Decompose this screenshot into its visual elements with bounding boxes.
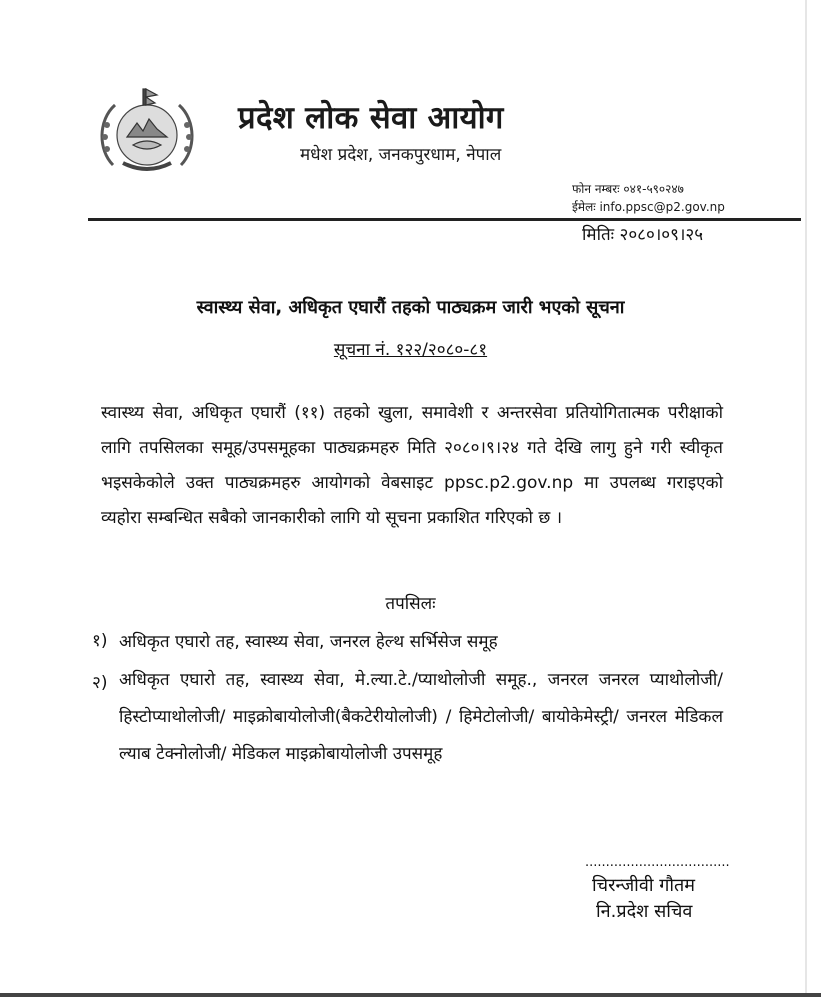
item-number: १) [92, 631, 108, 651]
list-item: अधिकृत एघारो तह, स्वास्थ्य सेवा, मे.ल्या.टे./प्याथोलोजी समूह., जनरल जनरल प्याथोलोजी/ हिस्टोप्याथोलोजी/ माइक्रोबायोलोजी(बैकटेरीयोलोजी) / हिमेटोलोजी/ बायोकेमेस्ट्री/ जनरल मेडिकल ल्याब टेक्नोलोजी/ मेडिकल माइक्रोबायोलोजी उपसमूह [119, 670, 723, 764]
signatory-name: चिरन्जीवी गौतम [592, 875, 696, 896]
page-bottom-border [0, 993, 821, 997]
item-number: २) [92, 673, 108, 693]
organization-name: प्रदेश लोक सेवा आयोग [238, 100, 504, 136]
list-item: अधिकृत एघारो तह, स्वास्थ्य सेवा, जनरल हेल्थ सर्भिसेज समूह [119, 632, 498, 652]
organization-location: मधेश प्रदेश, जनकपुरधाम, नेपाल [300, 145, 502, 165]
signature-line: ................................... [585, 855, 730, 870]
notice-reference [0, 337, 821, 360]
reference-number: सूचना नं. १२२/२०८०-८१ [333, 340, 488, 360]
notice-subject: स्वास्थ्य सेवा, अधिकृत एघारौं तहको पाठ्यक्रम जारी भएको सूचना [196, 297, 625, 318]
signatory-title: नि.प्रदेश सचिव [596, 901, 693, 922]
tapasil-heading: तपसिलः [385, 594, 436, 614]
phone-number: फोन नम्बरः ०४१-५९०२४७ [572, 182, 684, 196]
email-address: ईमेलः info.ppsc@p2.gov.np [572, 200, 725, 214]
page-edge [805, 0, 807, 997]
nepal-emblem-icon [93, 85, 201, 185]
notice-body: स्वास्थ्य सेवा, अधिकृत एघारौं (११) तहको खुला, समावेशी र अन्तरसेवा प्रतियोगितात्मक परीक्षाको लागि तपसिलका समूह/उपसमूहका पाठ्यक्रमहरु मिति २०८०।९।२४ गते देखि लागु हुने गरी स्वीकृत भइसकेकोले उक्त पाठ्यक्रमहरु आयोगको वेबसाइट ppsc.p2.gov.np मा उपलब्ध गराइएको व्यहोरा सम्बन्धित सबैको जानकारीको लागि यो सूचना प्रकाशित गरिएको छ । [101, 403, 723, 528]
notice-date: मितिः २०८०।०९।२५ [582, 225, 704, 245]
header-divider [88, 218, 801, 221]
